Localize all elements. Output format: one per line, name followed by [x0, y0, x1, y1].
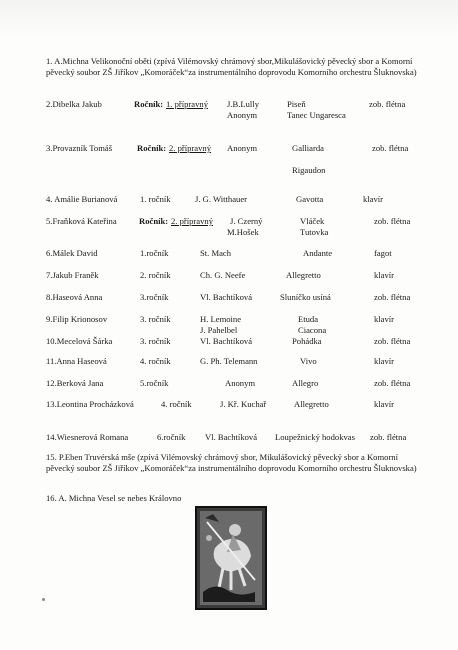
- grade: 4. ročník: [140, 356, 171, 366]
- piece: Galliarda: [292, 143, 324, 153]
- performer-name: 7.Jakub Franěk: [46, 270, 99, 280]
- instrument: klavír: [363, 194, 384, 204]
- piece: Rigaudon: [292, 165, 326, 175]
- composer: M.Hošek: [227, 227, 259, 237]
- piece: Piseň: [287, 99, 306, 109]
- program-item-16: 16. A. Michna Vesel se nebes Královno: [46, 493, 182, 503]
- performer-name: 12.Berková Jana: [46, 378, 104, 388]
- composer: G. Ph. Telemann: [200, 356, 258, 366]
- piece: Ciacona: [298, 325, 327, 335]
- composer: J. Czerný: [230, 216, 263, 226]
- scan-shadow: [0, 0, 458, 36]
- grade: 3. ročník: [140, 314, 171, 324]
- grade: 4. ročník: [161, 399, 192, 409]
- grade: 2. ročník: [140, 270, 171, 280]
- performer-name: 9.Filip Krionosov: [46, 314, 108, 324]
- performer-name: 2.Dibelka Jakub: [46, 99, 102, 109]
- piece: Allegretto: [294, 399, 329, 409]
- performer-name: 14.Wiesnerová Romana: [46, 432, 129, 442]
- piece: Gavotta: [296, 194, 324, 204]
- performer-name: 6.Málek David: [46, 248, 98, 258]
- performer-name: 5.Fraňková Kateřina: [46, 216, 117, 226]
- performer-name: 13.Leontina Procházková: [46, 399, 134, 409]
- grade: 3.ročník: [140, 292, 169, 302]
- composer: St. Mach: [200, 248, 232, 258]
- piece: Vivo: [300, 356, 317, 366]
- composer: Ch. G. Neefe: [200, 270, 246, 280]
- composer: J. Pahelbel: [200, 325, 238, 335]
- grade: 3. ročník: [140, 336, 171, 346]
- piece: Andante: [303, 248, 333, 258]
- composer: Vl. Bachtíková: [200, 292, 253, 302]
- composer: Vl. Bachtíková: [200, 336, 253, 346]
- grade: 5.ročník: [140, 378, 169, 388]
- instrument: zob. flétna: [374, 216, 411, 226]
- grade: 1. ročník: [140, 194, 171, 204]
- performer-name: 10.Mecelová Šárka: [46, 336, 113, 346]
- instrument: klavír: [374, 314, 395, 324]
- instrument: zob. flétna: [369, 99, 406, 109]
- grade-label: Ročník:: [137, 143, 167, 153]
- instrument: klavír: [374, 399, 395, 409]
- instrument: zob. flétna: [372, 143, 409, 153]
- composer: H. Lemoine: [200, 314, 242, 324]
- scan-speck: [42, 598, 45, 601]
- composer: J. Kř. Kuchař: [220, 399, 267, 409]
- instrument: zob. flétna: [374, 292, 411, 302]
- piece: Allegretto: [286, 270, 321, 280]
- piece: Loupežnický hodokvas: [275, 432, 355, 442]
- grade: 1.ročník: [140, 248, 169, 258]
- instrument: klavír: [374, 356, 395, 366]
- piece: Sluníčko usíná: [280, 292, 331, 302]
- piece: Tutovka: [300, 227, 329, 237]
- piece: Etuda: [298, 314, 319, 324]
- instrument: zob. flétna: [370, 432, 407, 442]
- grade: 6.ročník: [157, 432, 186, 442]
- grade: 1. přípravný: [166, 99, 209, 109]
- instrument: klavír: [374, 270, 395, 280]
- composer: Anonym: [225, 378, 256, 388]
- program-item-1: 1. A.Michna Velikonoční oběti (zpívá Vilémovský chrámový sbor,Mikulášovický pěvecký sbor a Komorní pěvecký soubor ZŠ Jiříkov „Komoráček“za instrumentálního doprovodu Komorního orchestru Šluknovska): [46, 56, 417, 77]
- grade-label: Ročník:: [134, 99, 164, 109]
- piece: Allegro: [292, 378, 319, 388]
- grade-label: Ročník:: [139, 216, 169, 226]
- grade: 2. přípravný: [171, 216, 214, 226]
- piece: Tanec Ungaresca: [287, 110, 346, 120]
- grade: 2. přípravný: [169, 143, 212, 153]
- performer-name: 11.Anna Haseová: [46, 356, 107, 366]
- composer: Anonym: [227, 143, 258, 153]
- instrument: fagot: [374, 248, 392, 258]
- composer: Anonym: [227, 110, 258, 120]
- saint-george-icon: [197, 508, 265, 608]
- instrument: zob. flétna: [374, 378, 411, 388]
- composer: J.B.Lully: [227, 99, 259, 109]
- piece: Vláček: [300, 216, 325, 226]
- composer: Vl. Bachtíková: [205, 432, 258, 442]
- instrument: zob. flétna: [374, 336, 411, 346]
- program-item-15: 15. P.Eben Truvérská mše (zpívá Vilémovský chrámový sbor, Mikulášovický pěvecký sbor a Komorní pěvecký soubor ZŠ Jiříkov „Komoráček“za instrumentálního doprovodu Komorního orchestru Šluknovska): [46, 452, 417, 473]
- composer: J. G. Witthauer: [195, 194, 248, 204]
- performer-name: 4. Amálie Burianová: [46, 194, 118, 204]
- icon-image: [195, 506, 267, 610]
- piece: Pohádka: [292, 336, 322, 346]
- performer-name: 3.Provazník Tomáš: [46, 143, 113, 153]
- performer-name: 8.Haseová Anna: [46, 292, 103, 302]
